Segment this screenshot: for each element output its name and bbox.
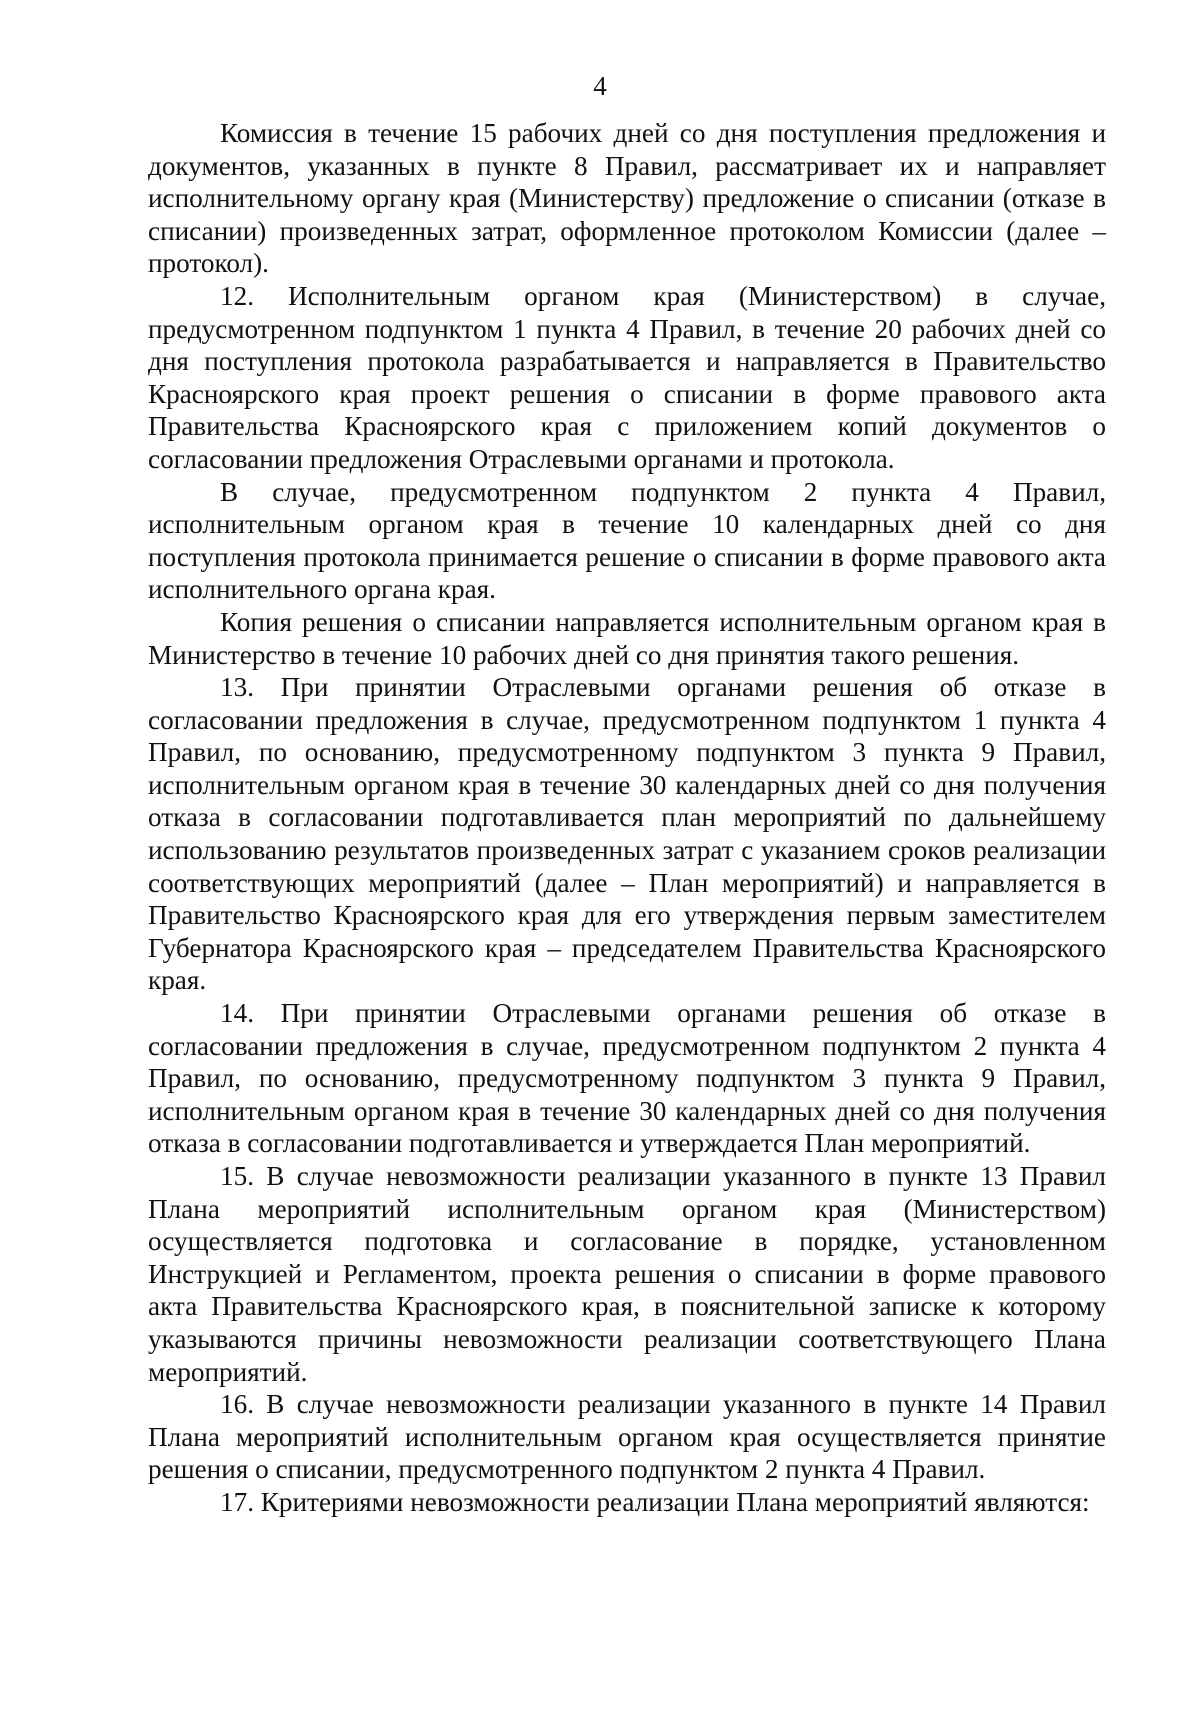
page-number: 4	[593, 71, 607, 101]
paragraph-item-15: 15. В случае невозможности реализации указанного в пункте 13 Правил Плана мероприятий исполнительным органом края (Министерством) осуществляется подготовка и согласование в порядке, установленном Инструкцией и Регламентом, проекта решения о списании в форме правового акта Правительства Красноярского края, в пояснительной записке к которому указываются причины невозможности реализации соответствующего Плана мероприятий.	[148, 1161, 1106, 1387]
document-body	[148, 117, 1106, 1519]
paragraph-item-12-case-2: В случае, предусмотренном подпунктом 2 пункта 4 Правил, исполнительным органом края в течение 10 календарных дней со дня поступления протокола принимается решение о списании в форме правового акта исполнительного органа края.	[148, 476, 1106, 605]
paragraph-item-16: 16. В случае невозможности реализации указанного в пункте 14 Правил Плана мероприятий исполнительным органом края осуществляется принятие решения о списании, предусмотренного подпунктом 2 пункта 4 Правил.	[148, 1389, 1106, 1485]
paragraph-item-13: 13. При принятии Отраслевыми органами решения об отказе в согласовании предложения в случае, предусмотренном подпунктом 1 пункта 4 Правил, по основанию, предусмотренному подпунктом 3 пункта 9 Правил, исполнительным органом края в течение 30 календарных дней со дня получения отказа в согласовании подготавливается план мероприятий по дальнейшему использованию результатов произведенных затрат с указанием сроков реализации соответствующих мероприятий (далее – План мероприятий) и направляется в Правительство Красноярского края для его утверждения первым заместителем Губернатора Красноярского края – председателем Правительства Красноярского края.	[148, 672, 1106, 996]
paragraph-item-17: 17. Критериями невозможности реализации Плана мероприятий являются:	[220, 1486, 1090, 1517]
paragraph-item-12: 12. Исполнительным органом края (Министерством) в случае, предусмотренном подпунктом 1 пункта 4 Правил, в течение 20 рабочих дней со дня поступления протокола разрабатывается и направляется в Правительство Красноярского края проект решения о списании в форме правового акта Правительства Красноярского края с приложением копий документов о согласовании предложения Отраслевыми органами и протокола.	[148, 280, 1106, 474]
paragraph-decision-copy: Копия решения о списании направляется исполнительным органом края в Министерство в течение 10 рабочих дней со дня принятия такого решения.	[148, 606, 1106, 670]
paragraph-commission-review: Комиссия в течение 15 рабочих дней со дня поступления предложения и документов, указанных в пункте 8 Правил, рассматривает их и направляет исполнительному органу края (Министерству) предложение о списании (отказе в списании) произведенных затрат, оформленное протоколом Комиссии (далее – протокол).	[148, 118, 1106, 279]
paragraph-item-14: 14. При принятии Отраслевыми органами решения об отказе в согласовании предложения в случае, предусмотренном подпунктом 2 пункта 4 Правил, по основанию, предусмотренному подпунктом 3 пункта 9 Правил, исполнительным органом края в течение 30 календарных дней со дня получения отказа в согласовании подготавливается и утверждается План мероприятий.	[148, 998, 1106, 1159]
